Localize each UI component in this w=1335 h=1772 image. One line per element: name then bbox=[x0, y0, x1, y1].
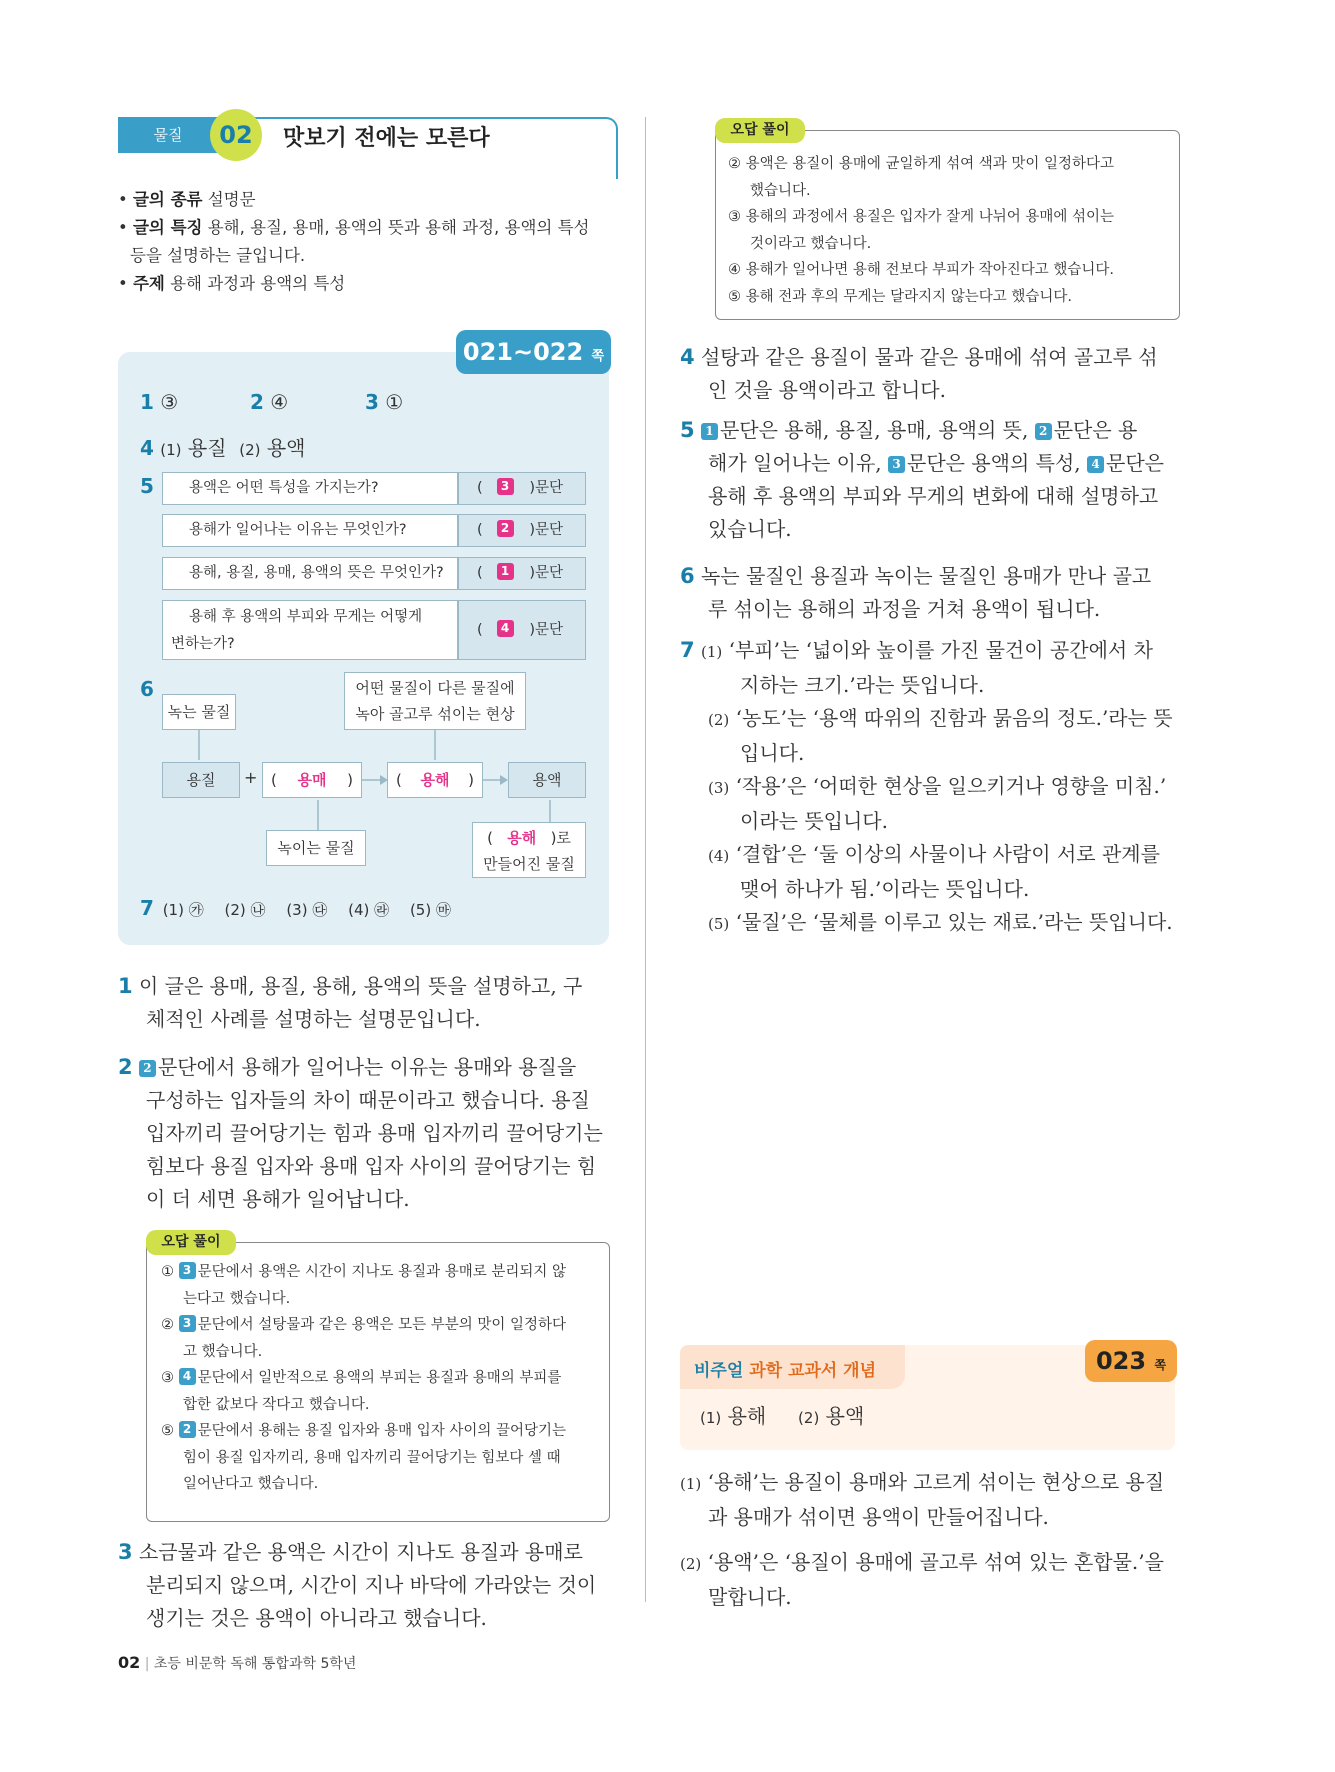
expl-1: 1 이 글은 용매, 용질, 용해, 용액의 뜻을 설명하고, 구 체적인 사례를 설명하는 설명문입니다. bbox=[118, 974, 583, 1031]
expl-5: 5 1 문단은 용해, 용질, 용매, 용액의 뜻, 2 문단은 용 해가 일어나는 이유, 3 문단은 용액의 특성, 4 문단은 용해 후 용액의 부피와 무게의 변화에 대해 설명하고 있습니다. bbox=[680, 418, 1164, 541]
visual-expl: (1) ‘용해’는 용질이 용매와 고르게 섞이는 현상으로 용질 과 용매가 섞이면 용액이 만들어집니다. (2) ‘용액’은 ‘용질이 용매에 골고루 섞여 있는 혼합물.’을 말합니다. bbox=[680, 1470, 1165, 1609]
lesson-number-badge: 02 bbox=[210, 109, 262, 161]
expl-2: 2 2 문단에서 용해가 일어나는 이유는 용매와 용질을 구성하는 입자들의 차이 때문이라고 했습니다. 용질 입자끼리 끌어당기는 힘과 용매 입자끼리 끌어당기는 힘보다 용질 입자와 용매 입자 사이의 끌어당기는 힘 이 더 세면 용해가 일어납니다. bbox=[118, 1055, 603, 1211]
visual-page-tag: 023 쪽 bbox=[1085, 1340, 1177, 1382]
box-melter: 녹이는 물질 bbox=[266, 830, 366, 866]
wrong-answer-box-left: ① 3 문단에서 용액은 시간이 지나도 용질과 용매로 분리되지 않 는다고 했습니다. ② 3 문단에서 설탕물과 같은 용액은 모든 부분의 맛이 일정하다 고 했습니다. ③ 4 문단에서 일반적으로 용액의 부피는 용질과 용매의 부피를 합한 값보다 작다고 했습니다. ⑤ 2 문단에서 용해는 용질 입자와 용매 입자 사이의 끌어당기는 힘이 용질 입자끼리, 용매 입자끼리 끌어당기는 힘보다 셀 때 일어난다고 했습니다. bbox=[146, 1242, 610, 1522]
box-solution: 용액 bbox=[508, 762, 586, 798]
answer-2: 2 ④ bbox=[250, 390, 289, 414]
wrong-item: ③ 4 문단에서 일반적으로 용액의 부피는 용질과 용매의 부피를 bbox=[161, 1369, 562, 1386]
lesson-title: 맛보기 전에는 모른다 bbox=[283, 126, 490, 151]
q5-ans-3: ( 1 )문단 bbox=[458, 557, 586, 590]
box-solvent: ( 용매 ) bbox=[262, 762, 362, 798]
info-topic: • 주제 용해 과정과 용액의 특성 bbox=[118, 274, 346, 293]
info-feature: • 글의 특징 용해, 용질, 용매, 용액의 뜻과 용해 과정, 용액의 특성 bbox=[118, 218, 590, 237]
answer-7: 7 (1) ㉮ (2) ㉯ (3) ㉰ (4) ㉱ (5) ㉲ bbox=[140, 896, 451, 920]
wrong-item: ⑤ 2 문단에서 용해는 용질 입자와 용매 입자 사이의 끌어당기는 bbox=[161, 1422, 567, 1439]
footer: 02 | 초등 비문학 독해 통합과학 5학년 bbox=[118, 1653, 357, 1672]
box-solute: 용질 bbox=[162, 762, 240, 798]
wrong-answer-tag-left: 오답 풀이 bbox=[146, 1230, 236, 1255]
info-list bbox=[118, 186, 618, 298]
q5-ans-1: ( 3 )문단 bbox=[458, 472, 586, 505]
box-phenomenon: 어떤 물질이 다른 물질에 녹아 골고루 섞이는 현상 bbox=[344, 672, 526, 730]
expl-6: 6 녹는 물질인 용질과 녹이는 물질인 용매가 만나 골고 루 섞이는 용해의 과정을 거쳐 용액이 됩니다. bbox=[680, 564, 1152, 621]
box-dissolution: ( 용해 ) bbox=[387, 762, 483, 798]
info-type: • 글의 종류 설명문 bbox=[118, 190, 256, 209]
visual-answers: (1) 용해 (2) 용액 bbox=[700, 1404, 865, 1428]
plus-sign: + bbox=[244, 768, 258, 787]
subject-tab: 물질 bbox=[118, 117, 218, 153]
q5-row-2: 용해가 일어나는 이유는 무엇인가? bbox=[162, 514, 458, 547]
wrong-answer-tag-right: 오답 풀이 bbox=[715, 118, 805, 143]
answer-1: 1 ③ bbox=[140, 390, 179, 414]
answer-3: 3 ① bbox=[365, 390, 404, 414]
box-made: ( 용해 )로 만들어진 물질 bbox=[472, 822, 586, 878]
expl-7: 7 (1) ‘부피’는 ‘넓이와 높이를 가진 물건이 공간에서 차 지하는 크기.’라는 뜻입니다. (2) ‘농도’는 ‘용액 따위의 진함과 묽음의 정도.’라는 뜻 입니다. (3) ‘작용’은 ‘어떠한 현상을 일으키거나 영향을 미침.’ 이라는 뜻입니다. (4) ‘결합’은 ‘둘 이상의 사물이나 사람이 서로 관계를 맺어 하나가 됨.’이라는 뜻입니다. (5) ‘물질’은 ‘물체를 이루고 있는 재료.’라는 뜻입니다. bbox=[680, 638, 1173, 934]
box-melt: 녹는 물질 bbox=[162, 694, 236, 730]
wrong-item: ① 3 문단에서 용액은 시간이 지나도 용질과 용매로 분리되지 않 bbox=[161, 1263, 567, 1280]
wrong-item: ⑤ 용해 전과 후의 무게는 달라지지 않는다고 했습니다. bbox=[728, 288, 1073, 305]
q5-ans-4: ( 4 )문단 bbox=[458, 600, 586, 660]
wrong-item: ④ 용해가 일어나면 용해 전보다 부피가 작아진다고 했습니다. bbox=[728, 262, 1115, 278]
wrong-item: ③ 용해의 과정에서 용질은 입자가 잘게 나뉘어 용매에 섞이는 bbox=[728, 209, 1115, 225]
column-divider bbox=[645, 117, 646, 1602]
q5-row-1: 용액은 어떤 특성을 가지는가? bbox=[162, 472, 458, 505]
wrong-item: ② 3 문단에서 설탕물과 같은 용액은 모든 부분의 맛이 일정하다 bbox=[161, 1316, 567, 1333]
q5-ans-2: ( 2 )문단 bbox=[458, 514, 586, 547]
expl-3: 3 소금물과 같은 용액은 시간이 지나도 용질과 용매로 분리되지 않으며, 시간이 지나 바닥에 가라앉는 것이 생기는 것은 용액이 아니라고 했습니다. bbox=[118, 1540, 597, 1630]
q5-row-4: 용해 후 용액의 부피와 무게는 어떻게 변하는가? bbox=[162, 600, 458, 660]
wrong-answer-box-right: ② 용액은 용질이 용매에 균일하게 섞여 색과 맛이 일정하다고 했습니다. ③ 용해의 과정에서 용질은 입자가 잘게 나뉘어 용매에 섞이는 것이라고 했습니다. ④ 용해가 일어나면 용해 전보다 부피가 작아진다고 했습니다. ⑤ 용해 전과 후의 무게는 달라지지 않는다고 했습니다. bbox=[715, 130, 1180, 320]
expl-4: 4 설탕과 같은 용질이 물과 같은 용매에 섞여 골고루 섞 인 것을 용액이라고 합니다. bbox=[680, 345, 1158, 402]
q5-row-3: 용해, 용질, 용매, 용액의 뜻은 무엇인가? bbox=[162, 557, 458, 590]
info-feature-cont: 등을 설명하는 글입니다. bbox=[130, 246, 306, 265]
lesson-header bbox=[118, 117, 618, 181]
page-range-tag: 021~022 쪽 bbox=[456, 330, 611, 374]
answer-4: 4 (1) 용질 (2) 용액 bbox=[140, 436, 306, 460]
wrong-item: ② 용액은 용질이 용매에 균일하게 섞여 색과 맛이 일정하다고 bbox=[728, 156, 1115, 172]
answer-5-number: 5 bbox=[140, 474, 154, 498]
answer-6-number: 6 bbox=[140, 677, 154, 701]
visual-title: 비주얼 과학 교과서 개념 bbox=[694, 1361, 876, 1381]
